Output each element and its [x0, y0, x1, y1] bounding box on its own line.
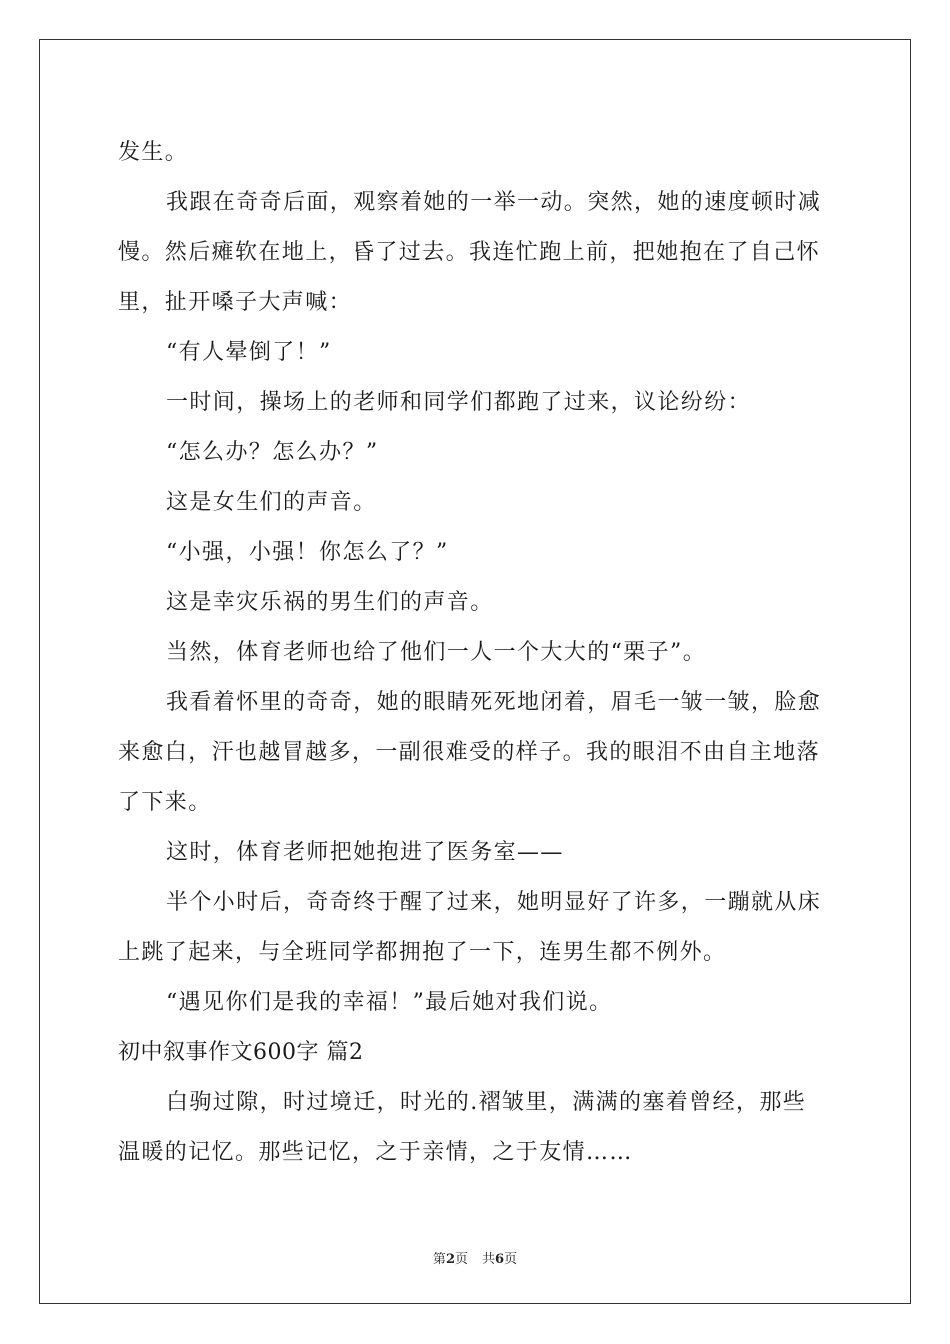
- text-line: 温暖的记忆。那些记忆，之于亲情，之于友情……: [118, 1140, 633, 1165]
- text-line: 我跟在奇奇后面，观察着她的一举一动。突然，她的速度顿时减: [166, 190, 822, 215]
- text-line: 一时间，操场上的老师和同学们都跑了过来，议论纷纷：: [166, 390, 752, 415]
- total-label-prefix: 共: [482, 1252, 496, 1267]
- text-line: 白驹过隙，时过境迁，时光的.褶皱里，满满的塞着曾经，那些: [166, 1090, 807, 1115]
- text-line: “小强，小强！你怎么了？”: [166, 540, 449, 565]
- page-number: 2: [445, 1252, 455, 1267]
- text-line: 当然，体育老师也给了他们一人一个大大的“栗子”。: [166, 640, 707, 665]
- text-line: 慢。然后瘫软在地上，昏了过去。我连忙跑上前，把她抱在了自己怀: [118, 240, 821, 265]
- text-line: 半个小时后，奇奇终于醒了过来，她明显好了许多，一蹦就从床: [166, 890, 822, 915]
- total-label-suffix: 页: [504, 1252, 518, 1267]
- text-line: 了下来。: [118, 790, 212, 815]
- text-line: “怎么办？怎么办？”: [166, 440, 379, 465]
- page-total: 6: [495, 1252, 505, 1267]
- text-line: “有人晕倒了！”: [166, 340, 332, 365]
- page-label-suffix: 页: [454, 1252, 468, 1267]
- page-label-prefix: 第: [432, 1252, 446, 1267]
- text-line: 这是女生们的声音。: [166, 490, 377, 515]
- text-line: “遇见你们是我的幸福！”最后她对我们说。: [166, 990, 613, 1015]
- document-body: [118, 128, 834, 1178]
- section-heading: 初中叙事作文600字 篇2: [118, 1040, 364, 1065]
- text-line: 这时，体育老师把她抱进了医务室——: [166, 840, 564, 865]
- text-line: 发生。: [118, 140, 189, 165]
- text-line: 上跳了起来，与全班同学都拥抱了一下，连男生都不例外。: [118, 940, 727, 965]
- text-line: 我看着怀里的奇奇，她的眼睛死死地闭着，眉毛一皱一皱，脸愈: [166, 690, 822, 715]
- text-line: 里，扯开嗓子大声喊：: [118, 290, 353, 315]
- text-line: 这是幸灾乐祸的男生们的声音。: [166, 590, 494, 615]
- page-footer: [0, 1248, 950, 1267]
- text-line: 来愈白，汗也越冒越多，一副很难受的样子。我的眼泪不由自主地落: [118, 740, 821, 765]
